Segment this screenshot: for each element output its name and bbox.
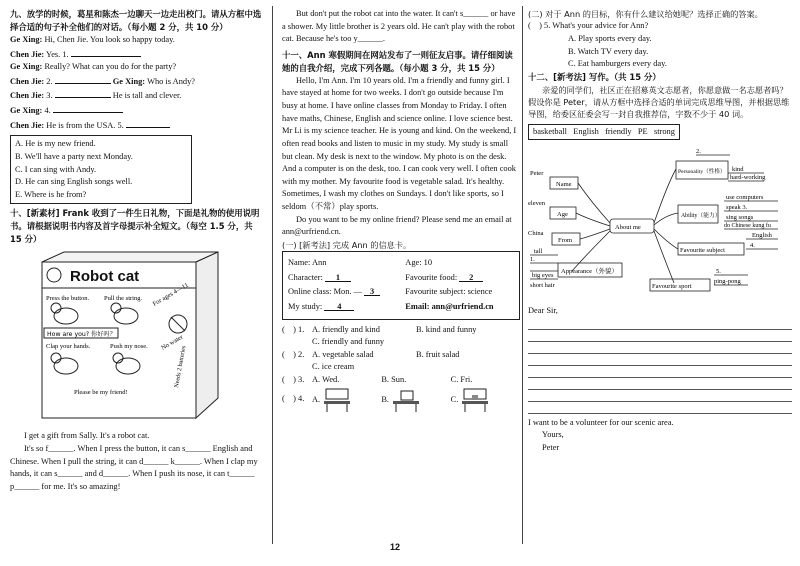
mm-center: About me bbox=[615, 224, 641, 232]
mm-kind: kind bbox=[732, 166, 744, 174]
mm-speak: speak 3. bbox=[726, 204, 748, 212]
mm-shorthair: short hair bbox=[530, 282, 555, 290]
mcq-option[interactable]: A. Wed. bbox=[312, 374, 340, 384]
mcq-option[interactable]: B. Sun. bbox=[381, 374, 407, 384]
dialog-line: Hi, Chen Jie. You look so happy today. bbox=[44, 35, 175, 45]
passage-line: I get a gift from Sally. It's a robot cat. bbox=[24, 431, 150, 441]
dialog-line: He is from the USA. 5. bbox=[46, 120, 124, 130]
info-label: Favourite food: bbox=[405, 272, 458, 282]
robot-cat-box bbox=[28, 248, 228, 424]
letter-signature: Peter bbox=[542, 443, 560, 453]
option-letter: A. bbox=[312, 394, 321, 404]
passage-line: It's so f______. When I press the button, it can s______ English and Chinese. When I pull the string, it can d______ k______. When I clap my hands, it can s______ and d______. When I push its nose, it can t______ p______ for me. It's so amazing! bbox=[10, 444, 258, 491]
word-bank: basketball English friendly PE strong bbox=[528, 124, 680, 141]
q5-option[interactable]: C. Eat hamburgers every day. bbox=[568, 59, 667, 69]
speaker: Ge Xing: bbox=[10, 62, 43, 72]
info-card bbox=[282, 251, 520, 319]
mcq-item: ( ) 1. A. friendly and kind B. kind and funny bbox=[282, 324, 520, 337]
letter-closing: I want to be a volunteer for our scenic area. bbox=[528, 417, 674, 427]
mcq-list bbox=[282, 324, 520, 413]
mm-age: Age bbox=[557, 211, 568, 219]
q12-heading: 十二、[新考法] 写作。（共 15 分） bbox=[528, 71, 661, 82]
option-letter: C. bbox=[450, 394, 459, 404]
mm-favsport: Favourite sport bbox=[652, 283, 692, 291]
passage-continued: But don't put the robot cat into the water. It can't s______ or have a shower. My little brother is 2 years old. He can't play with the robot cat. Because he's too y______. bbox=[282, 9, 516, 44]
option: E. Where is he from? bbox=[15, 189, 87, 199]
mcq-option[interactable]: C. friendly and funny bbox=[312, 337, 385, 347]
mm-pingpong: ping-pong bbox=[714, 278, 741, 286]
info-label: Character: bbox=[288, 272, 323, 282]
mm-ability: Ability（能力） bbox=[681, 213, 721, 220]
column-left bbox=[10, 8, 266, 493]
dialog-line: Who is Andy? bbox=[147, 76, 195, 86]
mcq-option[interactable]: A. vegetable salad bbox=[312, 349, 374, 359]
info-email: Email: ann@urfriend.cn bbox=[405, 301, 494, 311]
dialog bbox=[10, 34, 266, 132]
dialog-line: 4. bbox=[44, 106, 51, 116]
writing-lines[interactable] bbox=[528, 318, 792, 414]
desk-computer-icon bbox=[391, 387, 421, 413]
mcq-option[interactable]: A. friendly and kind bbox=[312, 324, 380, 334]
mcq-option[interactable]: B. fruit salad bbox=[416, 349, 460, 359]
mcq-num: 2. bbox=[298, 349, 305, 359]
info-label: Online class: Mon. — bbox=[288, 287, 362, 297]
desk-window-icon bbox=[322, 387, 352, 413]
ann-intro: Hello, I'm Ann. I'm 10 years old. I'm a friendly and funny girl. I have stayed at home for two weeks. I don't go outside because I'm busy at home. I have online classes from Monday to Friday. I often have maths, Chinese, English and science online. I love science best. Mr Li is my science teacher. He is young and kind. On the weekend, I often read books and listen to music in my study. My study is small but clean. My desk is next to the window. My photo is on the desk. And a computer is on the desk, too. I can cook very well. I often cook with my mother. My favourite food is vegetable salad. It's healthy. Sometimes, I wash my clothes on Sundays. I don't like sports, so I seldom（不常）play sports. bbox=[282, 75, 517, 211]
blank[interactable] bbox=[126, 118, 170, 128]
robot-cat-illustration bbox=[28, 248, 228, 424]
option: C. I can sing with Andy. bbox=[15, 164, 97, 174]
friend-label: Please be my friend! bbox=[74, 389, 128, 397]
mm-china: China bbox=[528, 230, 544, 238]
press-label: Press the button. bbox=[46, 295, 90, 303]
dialog-line: 2. bbox=[46, 76, 53, 86]
mcq-item: ( ) 3. A. Wed. B. Sun. C. Fri. bbox=[282, 374, 520, 387]
card-title: Robot cat bbox=[70, 268, 140, 286]
sub1-heading: (一) [新考法] 完成 Ann 的信息卡。 bbox=[282, 239, 412, 250]
q10-heading: 十、[新素材] Frank 收到了一件生日礼物，下面是礼物的使用说明书。请根据说明书内容及首字母提示补全短文。（每空 1.5 分，共 15 分） bbox=[10, 208, 260, 245]
option: A. He is my new friend. bbox=[15, 139, 96, 149]
speaker: Chen Jie: bbox=[10, 120, 45, 130]
column-divider bbox=[272, 6, 273, 544]
mcq-option[interactable] bbox=[451, 387, 520, 413]
mcq-num: 3. bbox=[298, 374, 305, 384]
ann-email: Do you want to be my online friend? Please send me an email at ann@urfriend.cn. bbox=[282, 214, 512, 237]
mcq-item: ( ) 4. A. B. C. bbox=[282, 387, 520, 413]
options-box bbox=[10, 135, 192, 204]
q12-prompt: 亲爱的同学们，社区正在招募英文志愿者，你愿意做一名志愿者吗？假设你是 Peter，请从方框中选择合适的单词完成思维导图，并根据思维导图，给委区征委会写一封自我推荐信，字数不少于 40 词。 bbox=[528, 84, 790, 120]
q11-heading: 十一、Ann 寒假期间在网站发布了一则征友启事。请仔细阅读她的自我介绍，完成下列各题。（每小题 3 分，共 15 分） bbox=[282, 49, 513, 73]
mcq-num: 1. bbox=[298, 324, 305, 334]
mm-hardworking: hard-working bbox=[730, 174, 766, 182]
push-label: Push my nose. bbox=[110, 343, 148, 351]
blank-4[interactable]: 4 bbox=[324, 301, 354, 311]
mcq-num: 4. bbox=[298, 394, 305, 404]
dialog-line: Really? What can you do for the party? bbox=[44, 62, 177, 72]
column-right: (二) 对于 Ann 的目标，你有什么建议给她呢？选择正确的答案。 ( ) 5. What's your advice for Ann? A. Play sports every day. B. Watch TV every day. C. Eat hamburgers every day. 十二、[新考法] 写作。（共 15 分） 亲爱的同学们，社区正在招募英文志愿者，你愿意做一名志愿者吗？假设你是 Peter，请从方框中选择合适的单词完成思维导图，并根据思维导图，给委区征委会写一封自我推荐信，字数不少于 40 词。 basketball English friendly PE strong About me Name Peter Age eleven From China Appearance（外貌） tall 1. big eyes short hair Personality（性格） 2. kind hard-working Ability（能力） use computers speak 3. sing songs do Chinese kung fu Favourite subject English 4. Favourite sport 5. ping-pong Dear Sir, I want to be a volunteer for our scenic area. Yours, Peter bbox=[528, 8, 792, 455]
q5-question: 5. What's your advice for Ann? bbox=[544, 21, 649, 31]
mm-five: 5. bbox=[716, 268, 721, 276]
info-name: Name: Ann bbox=[288, 258, 327, 268]
mm-singsongs: sing songs bbox=[726, 214, 754, 222]
mind-map bbox=[528, 143, 792, 305]
option: B. We'll have a party next Monday. bbox=[15, 151, 133, 161]
page-number: 12 bbox=[390, 542, 401, 552]
info-age: Age: 10 bbox=[405, 258, 433, 268]
letter-yours: Yours, bbox=[542, 430, 564, 440]
pull-label: Pull the string. bbox=[104, 295, 143, 303]
option-letter: B. bbox=[381, 394, 390, 404]
mcq-option[interactable]: B. kind and funny bbox=[416, 324, 477, 334]
speaker: Chen Jie: bbox=[10, 91, 45, 101]
speaker: Chen Jie: bbox=[10, 76, 45, 86]
mm-personality: Personality（性格） bbox=[678, 169, 726, 176]
mm-p2: 2. bbox=[696, 148, 701, 156]
mcq-option[interactable]: C. ice cream bbox=[312, 362, 355, 372]
mm-tall: tall bbox=[534, 248, 543, 256]
blank-2[interactable]: 2 bbox=[459, 272, 483, 282]
clap-label: Clap your hands. bbox=[46, 343, 91, 351]
column-divider bbox=[522, 6, 523, 544]
blank[interactable] bbox=[71, 47, 141, 57]
blank[interactable] bbox=[53, 103, 123, 113]
speaker: Chen Jie: bbox=[10, 49, 45, 59]
info-subject: Favourite subject: science bbox=[405, 287, 493, 297]
mm-kungfu: do Chinese kung fu bbox=[724, 223, 771, 230]
mm-eleven: eleven bbox=[528, 200, 545, 208]
speaker: Ge Xing: bbox=[10, 35, 43, 45]
blank[interactable] bbox=[55, 88, 111, 98]
mm-one: 1. bbox=[530, 256, 535, 264]
mm-from: From bbox=[558, 237, 573, 245]
mm-english: English bbox=[752, 232, 772, 240]
speaker: Ge Xing: bbox=[10, 106, 43, 116]
dialog-line: Yes. 1. bbox=[46, 49, 69, 59]
mm-bigeyes: big eyes bbox=[532, 272, 554, 280]
howareyou-label: How are you? 你好吗？ bbox=[47, 331, 116, 339]
mm-name: Name bbox=[556, 181, 572, 189]
mm-favsubject: Favourite subject bbox=[680, 247, 725, 255]
speaker: Ge Xing: bbox=[112, 76, 146, 86]
column-middle bbox=[282, 8, 520, 413]
q5-option[interactable]: A. Play sports every day. bbox=[568, 33, 652, 43]
blank[interactable] bbox=[55, 74, 111, 84]
sub2-heading: (二) 对于 Ann 的目标，你有什么建议给她呢？选择正确的答案。 bbox=[528, 9, 763, 19]
mcq-option[interactable] bbox=[312, 387, 381, 413]
nowater-label: No water bbox=[160, 334, 185, 353]
letter-greeting: Dear Sir, bbox=[528, 306, 558, 316]
q9-heading: 九、放学的时候，葛星和陈杰一边聊天一边走出校门。请从方框中选择合适的句子补全他们的对话。（每小题 2 分，共 10 分） bbox=[10, 9, 262, 33]
blank-1[interactable]: 1 bbox=[325, 272, 351, 282]
option: D. He can sing English songs well. bbox=[15, 177, 133, 187]
dialog-line: 3. bbox=[46, 91, 53, 101]
mcq-option[interactable] bbox=[381, 387, 450, 413]
mm-usecomputers: use computers bbox=[726, 194, 764, 202]
ages-label: For ages 4—11 bbox=[151, 282, 190, 309]
mcq-option[interactable]: C. Fri. bbox=[450, 374, 473, 384]
batteries-label: Needs 2 batteries bbox=[173, 345, 188, 389]
q5-option[interactable]: B. Watch TV every day. bbox=[568, 46, 649, 56]
info-label: My study: bbox=[288, 301, 323, 311]
mm-peter: Peter bbox=[530, 170, 544, 178]
blank-3[interactable]: 3 bbox=[364, 286, 380, 296]
mcq-item: ( ) 2. A. vegetable salad B. fruit salad bbox=[282, 349, 520, 362]
mm-four: 4. bbox=[750, 242, 755, 250]
dialog-line: He is tall and clever. bbox=[112, 91, 182, 101]
desk-photo-icon bbox=[460, 387, 490, 413]
mm-appearance: Appearance（外貌） bbox=[561, 268, 619, 276]
